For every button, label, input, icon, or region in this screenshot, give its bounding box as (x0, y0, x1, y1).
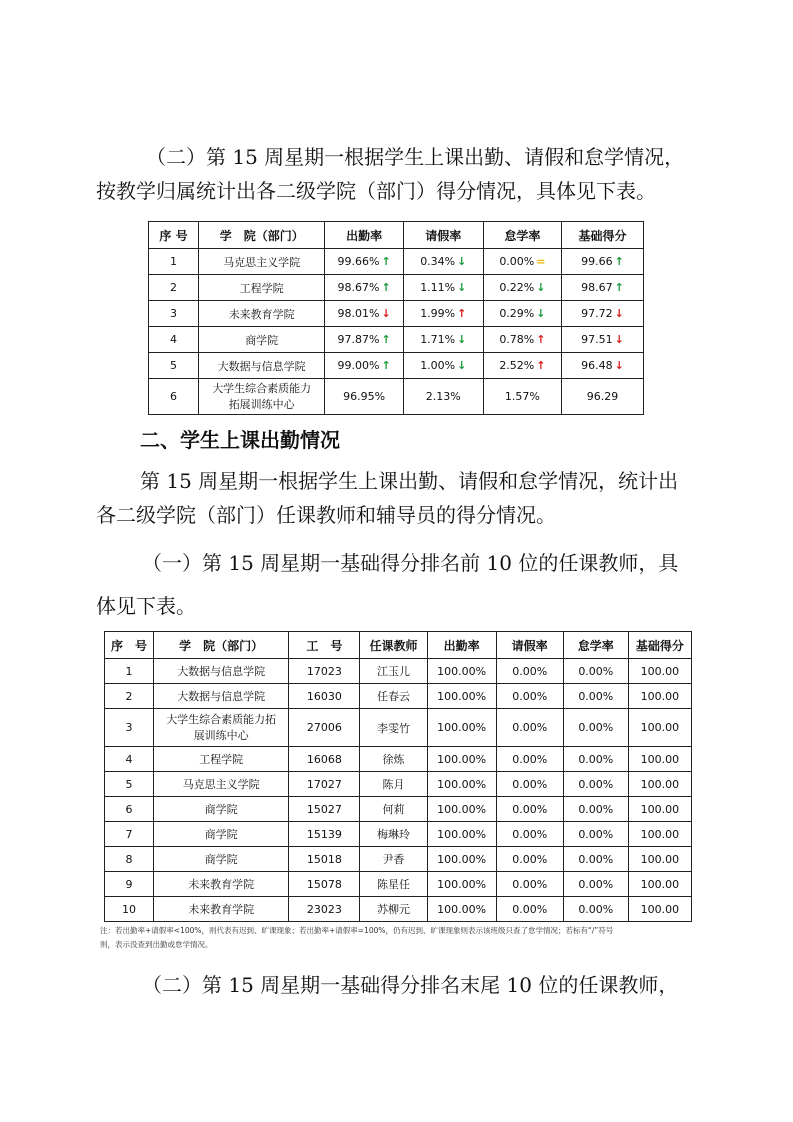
subsection-line-1: （一）第 15 周星期一基础得分排名前 10 位的任课教师，具 (142, 551, 679, 575)
leave-cell (403, 249, 483, 275)
attendance-value: 98.01% (337, 307, 380, 320)
trend-arrow-icon: ↑ (381, 333, 391, 346)
bottom-paragraph: （二）第 15 周星期一基础得分排名末尾 10 位的任课教师， (142, 973, 679, 997)
table-row (149, 301, 644, 327)
score-value: 97.51 (581, 333, 613, 346)
staff-id: 16068 (289, 747, 360, 772)
teacher-name: 何莉 (360, 797, 427, 822)
attendance-value: 100.00% (427, 797, 496, 822)
column-header: 序 号 (149, 222, 199, 249)
trend-arrow-icon: ↑ (381, 281, 391, 294)
score-cell (561, 249, 643, 275)
score-value: 100.00 (628, 772, 691, 797)
attendance-value: 100.00% (427, 897, 496, 922)
score-value: 100.00 (628, 684, 691, 709)
score-value: 98.67 (581, 281, 613, 294)
attendance-cell (325, 379, 403, 415)
table-row (105, 684, 692, 709)
section-line-2: 各二级学院（部门）任课教师和辅导员的得分情况。 (96, 503, 556, 527)
attendance-value: 100.00% (427, 684, 496, 709)
attendance-cell (325, 301, 403, 327)
row-number: 1 (105, 659, 154, 684)
attendance-value: 100.00% (427, 772, 496, 797)
score-cell (561, 301, 643, 327)
score-value: 100.00 (628, 747, 691, 772)
column-header: 学 院（部门） (154, 632, 289, 659)
column-header: 任课教师 (360, 632, 427, 659)
college-name: 商学院 (154, 847, 289, 872)
row-number: 2 (149, 275, 199, 301)
intro-paragraph (96, 140, 696, 208)
row-number: 6 (105, 797, 154, 822)
college-name: 商学院 (154, 797, 289, 822)
teacher-name: 陈月 (360, 772, 427, 797)
truancy-value: 0.22% (499, 281, 535, 294)
row-number: 3 (149, 301, 199, 327)
column-header: 请假率 (403, 222, 483, 249)
college-name: 大数据与信息学院 (154, 659, 289, 684)
truancy-value: 0.00% (563, 797, 628, 822)
attendance-value: 99.66% (337, 255, 380, 268)
staff-id: 17023 (289, 659, 360, 684)
row-number: 4 (149, 327, 199, 353)
college-name: 大学生综合素质能力拓展训练中心 (154, 709, 289, 747)
score-value: 100.00 (628, 897, 691, 922)
trend-arrow-icon: ↓ (614, 359, 624, 372)
column-header: 请假率 (496, 632, 563, 659)
leave-value: 0.34% (420, 255, 456, 268)
row-number: 5 (105, 772, 154, 797)
college-name: 工程学院 (198, 275, 324, 301)
truancy-value: 1.57% (504, 390, 540, 403)
column-header: 基础得分 (561, 222, 643, 249)
attendance-cell (325, 353, 403, 379)
truancy-cell (483, 379, 561, 415)
score-value: 96.29 (586, 390, 619, 403)
intro-line-1: （二）第 15 周星期一根据学生上课出勤、请假和怠学情况， (146, 145, 685, 169)
score-value: 99.66 (581, 255, 613, 268)
truancy-value: 0.29% (499, 307, 535, 320)
truancy-cell (483, 301, 561, 327)
leave-value: 0.00% (496, 684, 563, 709)
leave-value: 1.99% (420, 307, 456, 320)
trend-arrow-icon: ↓ (457, 255, 467, 268)
score-cell (561, 353, 643, 379)
table-header-row (105, 632, 692, 659)
score-cell (561, 327, 643, 353)
college-name: 商学院 (154, 822, 289, 847)
trend-arrow-icon: ↓ (536, 281, 546, 294)
truancy-value: 0.00% (563, 684, 628, 709)
attendance-cell (325, 275, 403, 301)
teacher-name: 任春云 (360, 684, 427, 709)
leave-value: 0.00% (496, 709, 563, 747)
row-number: 8 (105, 847, 154, 872)
college-score-table (148, 221, 644, 415)
table-row (149, 353, 644, 379)
row-number: 6 (149, 379, 199, 415)
trend-arrow-icon: ↑ (614, 255, 624, 268)
teacher-name: 李雯竹 (360, 709, 427, 747)
score-cell (561, 379, 643, 415)
attendance-value: 97.87% (337, 333, 380, 346)
leave-cell (403, 275, 483, 301)
table-row (105, 797, 692, 822)
trend-arrow-icon: ↑ (536, 359, 546, 372)
row-number: 1 (149, 249, 199, 275)
college-name: 大数据与信息学院 (154, 684, 289, 709)
score-value: 96.48 (581, 359, 613, 372)
table-row (105, 822, 692, 847)
staff-id: 23023 (289, 897, 360, 922)
trend-arrow-icon: ↑ (614, 281, 624, 294)
trend-arrow-icon: ↑ (381, 255, 391, 268)
subsection-line-2: 体见下表。 (96, 594, 196, 618)
row-number: 7 (105, 822, 154, 847)
truancy-cell (483, 249, 561, 275)
leave-value: 1.71% (420, 333, 456, 346)
leave-value: 1.11% (420, 281, 456, 294)
attendance-value: 99.00% (337, 359, 380, 372)
attendance-value: 100.00% (427, 822, 496, 847)
score-value: 100.00 (628, 822, 691, 847)
note-line-1: 注：若出勤率+请假率<100%，则代表有迟到、旷课现象；若出勤率+请假率=100%，仍有迟到、旷课现象则表示该班级只查了怠学情况；若标有“/”符号 (100, 926, 614, 935)
table-note (100, 924, 700, 952)
staff-id: 15027 (289, 797, 360, 822)
row-number: 5 (149, 353, 199, 379)
college-name: 商学院 (198, 327, 324, 353)
truancy-value: 0.00% (563, 822, 628, 847)
truancy-value: 0.00% (563, 747, 628, 772)
table-body (105, 659, 692, 922)
leave-value: 0.00% (496, 747, 563, 772)
teacher-name: 徐炼 (360, 747, 427, 772)
truancy-cell (483, 327, 561, 353)
section-line-1: 第 15 周星期一根据学生上课出勤、请假和怠学情况，统计出 (140, 469, 679, 493)
attendance-value: 100.00% (427, 872, 496, 897)
leave-cell (403, 379, 483, 415)
score-value: 97.72 (581, 307, 613, 320)
column-header: 出勤率 (427, 632, 496, 659)
college-name: 未来教育学院 (154, 897, 289, 922)
intro-line-2: 按教学归属统计出各二级学院（部门）得分情况，具体见下表。 (96, 179, 656, 203)
table-row (149, 275, 644, 301)
college-name: 大学生综合素质能力拓展训练中心 (198, 379, 324, 415)
leave-value: 0.00% (496, 872, 563, 897)
row-number: 2 (105, 684, 154, 709)
truancy-cell (483, 353, 561, 379)
column-header: 工 号 (289, 632, 360, 659)
trend-arrow-icon: ↓ (457, 359, 467, 372)
column-header: 出勤率 (325, 222, 403, 249)
truancy-cell (483, 275, 561, 301)
score-value: 100.00 (628, 659, 691, 684)
leave-value: 0.00% (496, 822, 563, 847)
score-value: 100.00 (628, 709, 691, 747)
note-line-2: 则，表示没查到出勤或怠学情况。 (100, 940, 213, 949)
column-header: 基础得分 (628, 632, 691, 659)
section-paragraph (96, 464, 696, 532)
teacher-name: 陈星任 (360, 872, 427, 897)
table-row (105, 747, 692, 772)
table-row (149, 379, 644, 415)
score-value: 100.00 (628, 797, 691, 822)
column-header: 序 号 (105, 632, 154, 659)
attendance-value: 96.95% (343, 390, 386, 403)
teacher-name: 江玉儿 (360, 659, 427, 684)
score-value: 100.00 (628, 872, 691, 897)
college-name: 未来教育学院 (198, 301, 324, 327)
teacher-name: 尹香 (360, 847, 427, 872)
score-value: 100.00 (628, 847, 691, 872)
leave-value: 0.00% (496, 847, 563, 872)
truancy-value: 0.00% (563, 772, 628, 797)
attendance-cell (325, 249, 403, 275)
leave-value: 2.13% (425, 390, 461, 403)
attendance-value: 100.00% (427, 747, 496, 772)
table-row (105, 897, 692, 922)
attendance-value: 100.00% (427, 709, 496, 747)
truancy-value: 0.78% (499, 333, 535, 346)
truancy-value: 2.52% (499, 359, 535, 372)
table-row (105, 872, 692, 897)
trend-arrow-icon: ↑ (457, 307, 467, 320)
leave-value: 1.00% (420, 359, 456, 372)
truancy-value: 0.00% (563, 847, 628, 872)
trend-arrow-icon: ↑ (536, 333, 546, 346)
leave-value: 0.00% (496, 772, 563, 797)
college-name: 未来教育学院 (154, 872, 289, 897)
trend-arrow-icon: ↓ (381, 307, 391, 320)
subsection-paragraph (96, 546, 696, 632)
attendance-value: 100.00% (427, 847, 496, 872)
column-header: 学 院（部门） (198, 222, 324, 249)
leave-value: 0.00% (496, 897, 563, 922)
truancy-value: 0.00% (563, 897, 628, 922)
table-row (105, 847, 692, 872)
table-row (105, 659, 692, 684)
row-number: 3 (105, 709, 154, 747)
college-name: 马克思主义学院 (198, 249, 324, 275)
truancy-value: 0.00% (563, 872, 628, 897)
trend-arrow-icon: ↓ (457, 333, 467, 346)
score-cell (561, 275, 643, 301)
staff-id: 17027 (289, 772, 360, 797)
staff-id: 15139 (289, 822, 360, 847)
trend-arrow-icon: ↓ (614, 333, 624, 346)
truancy-value: 0.00% (563, 709, 628, 747)
college-name: 马克思主义学院 (154, 772, 289, 797)
truancy-value: 0.00% (499, 255, 535, 268)
section-heading: 二、学生上课出勤情况 (140, 428, 340, 452)
table-row (149, 249, 644, 275)
table-row (149, 327, 644, 353)
college-name: 工程学院 (154, 747, 289, 772)
college-name: 大数据与信息学院 (198, 353, 324, 379)
trend-arrow-icon: ↑ (381, 359, 391, 372)
table-row (105, 772, 692, 797)
row-number: 4 (105, 747, 154, 772)
leave-cell (403, 353, 483, 379)
truancy-value: 0.00% (563, 659, 628, 684)
teacher-top10-table (104, 631, 692, 922)
column-header: 怠学率 (483, 222, 561, 249)
row-number: 9 (105, 872, 154, 897)
table-body (149, 249, 644, 415)
leave-cell (403, 301, 483, 327)
staff-id: 27006 (289, 709, 360, 747)
attendance-value: 98.67% (337, 281, 380, 294)
trend-arrow-icon: ↓ (614, 307, 624, 320)
trend-arrow-icon: ↓ (457, 281, 467, 294)
row-number: 10 (105, 897, 154, 922)
staff-id: 15018 (289, 847, 360, 872)
trend-arrow-icon: = (536, 255, 546, 268)
staff-id: 15078 (289, 872, 360, 897)
column-header: 怠学率 (563, 632, 628, 659)
leave-value: 0.00% (496, 797, 563, 822)
leave-cell (403, 327, 483, 353)
attendance-cell (325, 327, 403, 353)
teacher-name: 苏柳元 (360, 897, 427, 922)
leave-value: 0.00% (496, 659, 563, 684)
staff-id: 16030 (289, 684, 360, 709)
teacher-name: 梅琳玲 (360, 822, 427, 847)
table-header-row (149, 222, 644, 249)
trend-arrow-icon: ↓ (536, 307, 546, 320)
attendance-value: 100.00% (427, 659, 496, 684)
table-row (105, 709, 692, 747)
